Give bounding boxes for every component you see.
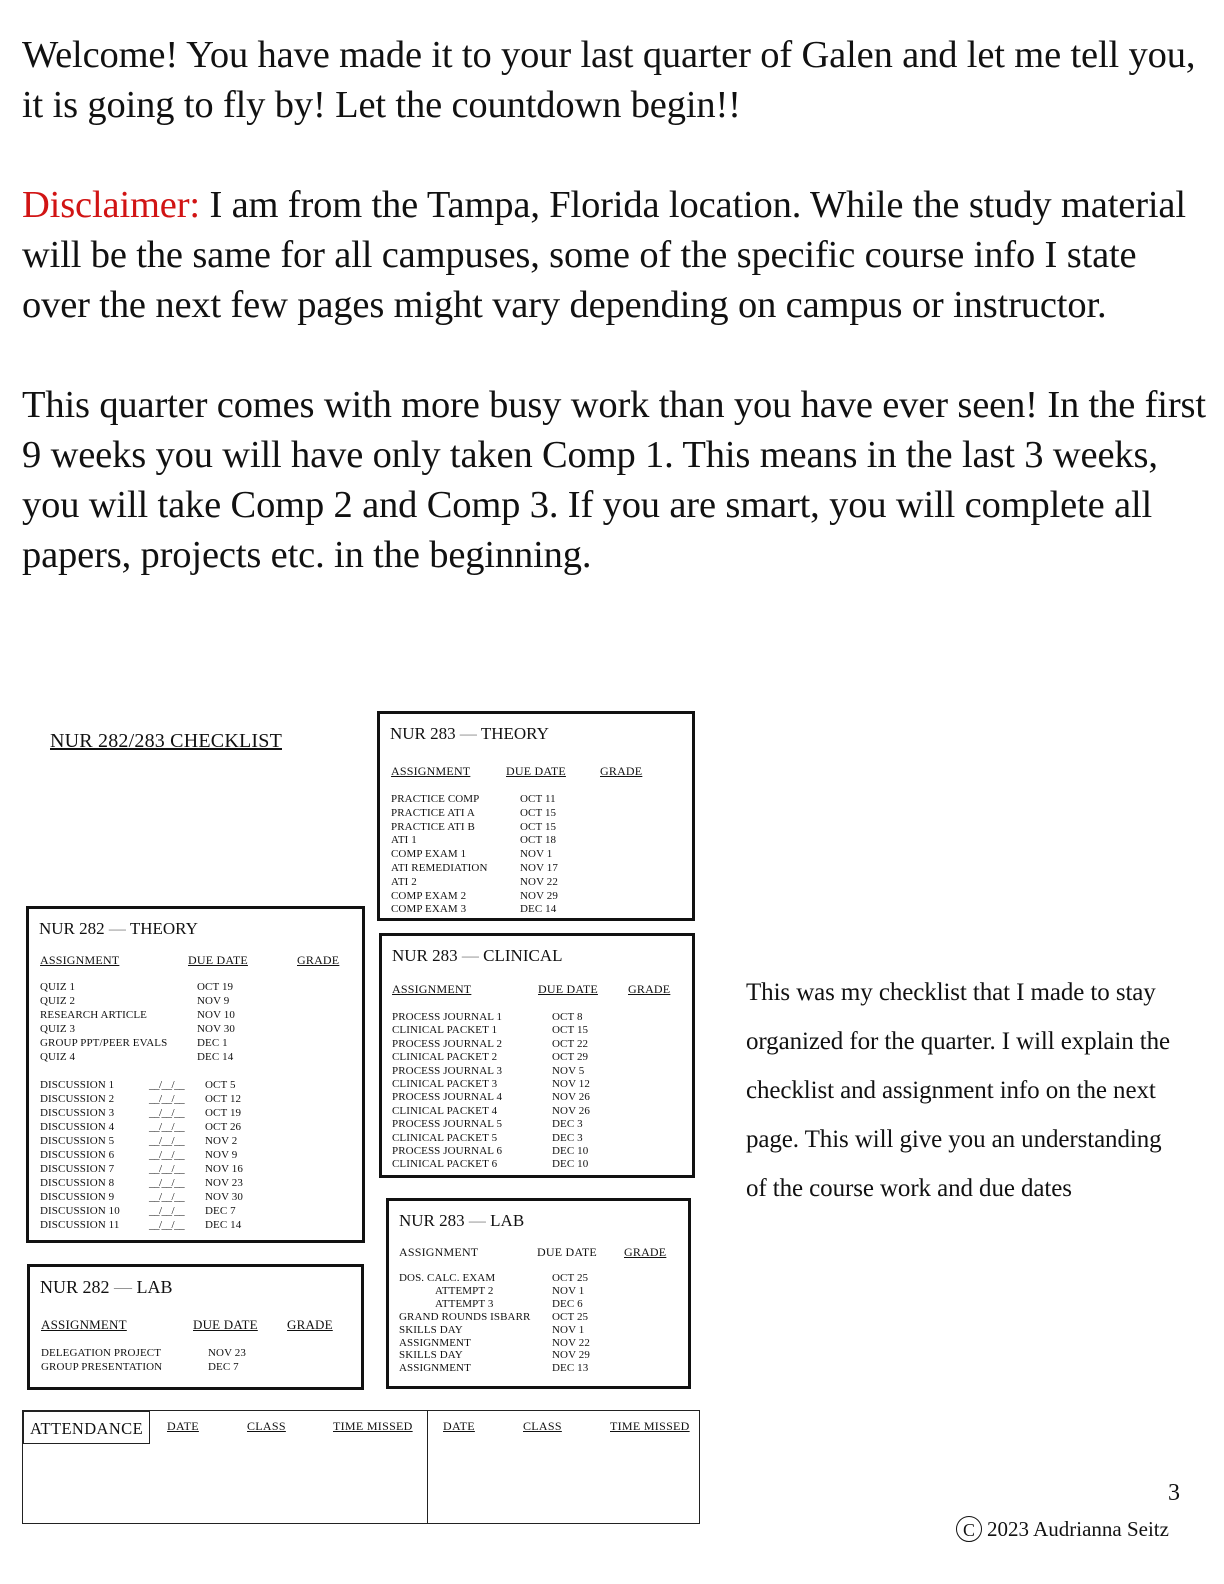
due-date: OCT 25 [552, 1310, 589, 1323]
assignment-name: DISCUSSION 2 [40, 1093, 115, 1105]
table-row [392, 1038, 686, 1051]
assignment-name: ATTEMPT 2 [435, 1284, 494, 1297]
due-date: NOV 23 [208, 1347, 246, 1359]
due-date: OCT 8 [552, 1011, 583, 1023]
copyright [956, 1516, 1169, 1542]
attendance-col-class-1: CLASS [247, 1419, 286, 1433]
section-name: LAB [136, 1277, 173, 1297]
due-date: NOV 29 [520, 889, 558, 902]
table-row [40, 1135, 356, 1149]
copyright-icon: C [956, 1516, 982, 1542]
table-row [40, 1079, 356, 1093]
table-row [40, 995, 356, 1009]
assignment-name: DISCUSSION 6 [40, 1149, 115, 1161]
completion-date-blank[interactable]: __/__/__ [149, 1219, 185, 1231]
due-date: DEC 7 [205, 1205, 236, 1217]
table-row [40, 1163, 356, 1177]
col-header-assignment: ASSIGNMENT [41, 1317, 127, 1332]
assignment-name: DISCUSSION 11 [40, 1219, 120, 1231]
table-row [40, 1149, 356, 1163]
table-row [399, 1337, 682, 1350]
table-row [392, 1078, 686, 1091]
nur283-theory-box [377, 711, 695, 921]
box-title [392, 946, 562, 966]
title-dash: — [457, 946, 484, 965]
assignment-name: DISCUSSION 5 [40, 1135, 115, 1147]
assignment-name: COMP EXAM 2 [391, 889, 467, 902]
assignment-name: ATI 2 [391, 875, 417, 888]
due-date: OCT 22 [552, 1037, 589, 1050]
assignment-name: QUIZ 3 [40, 1023, 76, 1035]
nur283-lab-box [386, 1198, 691, 1389]
due-date: DEC 13 [552, 1362, 589, 1375]
table-row [392, 1158, 686, 1171]
assignment-name: DISCUSSION 1 [40, 1079, 115, 1091]
table-row [391, 834, 686, 848]
completion-date-blank[interactable]: __/__/__ [149, 1121, 185, 1133]
table-row [41, 1347, 355, 1361]
assignment-name: PROCESS JOURNAL 2 [392, 1037, 503, 1050]
table-row [41, 1361, 355, 1375]
course-code: NUR 282 [39, 919, 105, 938]
attendance-col-time-1: TIME MISSED [333, 1419, 413, 1433]
completion-date-blank[interactable]: __/__/__ [149, 1079, 185, 1091]
table-row [392, 1118, 686, 1131]
box-title [399, 1211, 524, 1231]
table-row [392, 1051, 686, 1064]
table-row [391, 876, 686, 890]
box-title [390, 724, 549, 744]
assignment-name: DISCUSSION 10 [40, 1205, 120, 1217]
due-date: NOV 23 [205, 1177, 243, 1189]
due-date: DEC 3 [552, 1118, 583, 1131]
assignment-name: PRACTICE ATI B [391, 820, 475, 833]
section-name: LAB [490, 1211, 525, 1230]
table-row [40, 1177, 356, 1191]
due-date: DEC 1 [197, 1037, 228, 1049]
completion-date-blank[interactable]: __/__/__ [149, 1177, 185, 1189]
assignment-name: SKILLS DAY [399, 1323, 463, 1336]
assignment-name: DELEGATION PROJECT [41, 1347, 162, 1359]
assignment-name: GROUP PRESENTATION [41, 1361, 163, 1373]
col-header-grade: GRADE [297, 953, 340, 967]
assignment-name: PRACTICE COMP [391, 793, 480, 805]
due-date: NOV 29 [552, 1349, 590, 1362]
completion-date-blank[interactable]: __/__/__ [149, 1135, 185, 1147]
nur283-clinical-box [379, 933, 695, 1178]
nur282-lab-box [27, 1264, 364, 1390]
assignment-name: PRACTICE ATI A [391, 806, 475, 819]
col-header-assignment: ASSIGNMENT [399, 1245, 479, 1259]
box-title [39, 919, 198, 939]
table-row [392, 1065, 686, 1078]
title-dash: — [464, 1211, 491, 1230]
table-row [40, 1219, 356, 1233]
assignment-name: ASSIGNMENT [399, 1336, 471, 1349]
due-date: NOV 2 [205, 1135, 238, 1147]
col-header-due-date: DUE DATE [538, 982, 598, 996]
due-date: NOV 1 [552, 1284, 585, 1297]
assignment-name: DISCUSSION 7 [40, 1163, 115, 1175]
table-row [40, 981, 356, 995]
attendance-col-time-2: TIME MISSED [610, 1419, 690, 1433]
due-date: NOV 9 [197, 995, 230, 1007]
attendance-divider [427, 1411, 428, 1523]
course-code: NUR 283 [399, 1211, 465, 1230]
intro-text [22, 30, 1207, 630]
attendance-label: ATTENDANCE [23, 1411, 150, 1444]
due-date: OCT 15 [520, 806, 557, 819]
assignment-name: ATI 1 [391, 834, 417, 847]
disclaimer-text: I am from the Tampa, Florida location. While the study material will be the same for all campuses, some of the specific course info I state over the next few pages might vary depending on campus or instructor. [22, 184, 1186, 326]
completion-date-blank[interactable]: __/__/__ [149, 1149, 185, 1161]
side-note: This was my checklist that I made to stay organized for the quarter. I will explain the checklist and assignment info on the next page. This will give you an understanding of the course work and due dates [746, 979, 1171, 1202]
due-date: NOV 10 [197, 1009, 235, 1021]
due-date: OCT 25 [552, 1272, 589, 1284]
due-date: OCT 5 [205, 1079, 236, 1091]
assignment-name: ASSIGNMENT [399, 1362, 471, 1375]
due-date: NOV 16 [205, 1163, 243, 1175]
due-date: DEC 7 [208, 1361, 239, 1373]
due-date: DEC 14 [205, 1219, 242, 1231]
col-header-due-date: DUE DATE [193, 1317, 258, 1332]
assignment-name: CLINICAL PACKET 4 [392, 1104, 498, 1117]
table-row [392, 1024, 686, 1037]
due-date: OCT 11 [520, 793, 556, 805]
attendance-col-date-2: DATE [443, 1419, 475, 1433]
table-row [392, 1091, 686, 1104]
due-date: OCT 26 [205, 1121, 242, 1133]
assignment-name: PROCESS JOURNAL 5 [392, 1118, 503, 1131]
due-date: OCT 29 [552, 1051, 589, 1064]
assignment-name: QUIZ 2 [40, 995, 76, 1007]
due-date: OCT 15 [520, 820, 557, 833]
intro-paragraph-busy-work: This quarter comes with more busy work than you have ever seen! In the first 9 weeks you will have only taken Comp 1. This means in the last 3 weeks, you will take Comp 2 and Comp 3. If you are smart, you will complete all papers, projects etc. in the beginning. [22, 384, 1206, 576]
table-row [40, 1093, 356, 1107]
attendance-col-date-1: DATE [167, 1419, 199, 1433]
course-code: NUR 282 [40, 1277, 110, 1297]
table-row [40, 1037, 356, 1051]
assignment-name: PROCESS JOURNAL 6 [392, 1145, 503, 1157]
assignment-name: DISCUSSION 4 [40, 1121, 115, 1133]
table-row [399, 1311, 682, 1324]
intro-paragraph-disclaimer [22, 180, 1207, 330]
assignment-name: QUIZ 4 [40, 1051, 76, 1063]
table-row [391, 862, 686, 876]
table-row [40, 1107, 356, 1121]
assignment-name: COMP EXAM 1 [391, 848, 467, 861]
assignment-name: DISCUSSION 9 [40, 1191, 115, 1203]
table-row [391, 793, 686, 807]
disclaimer-label: Disclaimer: [22, 184, 200, 226]
attendance-col-class-2: CLASS [523, 1419, 562, 1433]
table-row [40, 1205, 356, 1219]
assignment-name: PROCESS JOURNAL 3 [392, 1064, 503, 1077]
due-date: NOV 9 [205, 1149, 238, 1161]
assignment-name: ATTEMPT 3 [435, 1297, 494, 1310]
assignment-name: COMP EXAM 3 [391, 903, 467, 916]
due-date: OCT 18 [520, 834, 557, 847]
table-row [399, 1324, 682, 1337]
due-date: NOV 5 [552, 1064, 585, 1077]
due-date: NOV 1 [552, 1323, 585, 1336]
table-row [391, 848, 686, 862]
due-date: NOV 30 [205, 1191, 243, 1203]
due-date: NOV 30 [197, 1023, 235, 1035]
assignment-name: SKILLS DAY [399, 1349, 463, 1362]
assignment-name: QUIZ 1 [40, 981, 76, 993]
assignment-name: CLINICAL PACKET 3 [392, 1078, 498, 1090]
table-row [40, 1023, 356, 1037]
assignment-name: GROUP PPT/PEER EVALS [40, 1037, 168, 1049]
col-header-assignment: ASSIGNMENT [392, 982, 472, 996]
title-dash: — [109, 1277, 137, 1297]
assignment-name: DOS. CALC. EXAM [399, 1272, 496, 1284]
table-row [392, 1132, 686, 1145]
table-row [399, 1362, 682, 1375]
due-date: DEC 3 [552, 1131, 583, 1144]
course-code: NUR 283 [392, 946, 458, 965]
table-row [391, 807, 686, 821]
due-date: NOV 22 [552, 1336, 590, 1349]
copyright-text: 2023 Audrianna Seitz [987, 1516, 1169, 1541]
section-name: CLINICAL [483, 946, 563, 965]
due-date: DEC 10 [552, 1158, 589, 1171]
intro-paragraph-welcome: Welcome! You have made it to your last quarter of Galen and let me tell you, it is going to fly by! Let the countdown begin!! [22, 34, 1196, 126]
due-date: NOV 17 [520, 862, 558, 874]
assignment-name: PROCESS JOURNAL 4 [392, 1091, 503, 1104]
col-header-grade: GRADE [628, 982, 671, 996]
section-name: THEORY [480, 724, 549, 743]
assignment-name: ATI REMEDIATION [391, 862, 488, 874]
assignment-name: CLINICAL PACKET 1 [392, 1024, 498, 1037]
completion-date-blank[interactable]: __/__/__ [149, 1107, 185, 1119]
col-header-grade: GRADE [287, 1317, 333, 1332]
attendance-table [22, 1410, 700, 1524]
table-row [40, 1121, 356, 1135]
table-row [391, 903, 686, 917]
due-date: OCT 19 [197, 981, 234, 993]
table-row [391, 890, 686, 904]
nur282-theory-box [26, 906, 365, 1243]
table-row [399, 1285, 682, 1298]
completion-date-blank[interactable]: __/__/__ [149, 1093, 185, 1105]
completion-date-blank[interactable]: __/__/__ [149, 1163, 185, 1175]
due-date: NOV 1 [520, 848, 553, 861]
due-date: DEC 6 [552, 1297, 583, 1310]
due-date: NOV 26 [552, 1091, 590, 1104]
table-row [399, 1298, 682, 1311]
assignment-name: DISCUSSION 8 [40, 1177, 115, 1189]
due-date: OCT 15 [552, 1024, 589, 1037]
title-dash: — [455, 724, 481, 743]
checklist-title: NUR 282/283 CHECKLIST [50, 730, 282, 752]
due-date: OCT 12 [205, 1093, 242, 1105]
assignment-name: RESEARCH ARTICLE [40, 1009, 147, 1021]
course-code: NUR 283 [390, 724, 456, 743]
due-date: NOV 26 [552, 1104, 590, 1117]
due-date: OCT 19 [205, 1107, 242, 1119]
col-header-due-date: DUE DATE [506, 764, 566, 778]
col-header-grade: GRADE [624, 1245, 667, 1259]
due-date: NOV 22 [520, 875, 558, 888]
assignment-name: DISCUSSION 3 [40, 1107, 115, 1119]
completion-date-blank[interactable]: __/__/__ [149, 1191, 185, 1203]
table-row [399, 1272, 682, 1285]
col-header-assignment: ASSIGNMENT [391, 764, 471, 778]
title-dash: — [104, 919, 130, 938]
box-title [40, 1277, 173, 1298]
assignment-name: CLINICAL PACKET 5 [392, 1131, 498, 1144]
due-date: NOV 12 [552, 1078, 590, 1090]
col-header-assignment: ASSIGNMENT [40, 953, 120, 967]
table-row [40, 1009, 356, 1023]
table-row [399, 1349, 682, 1362]
col-header-due-date: DUE DATE [537, 1245, 597, 1259]
assignment-name: GRAND ROUNDS ISBARR [399, 1310, 531, 1323]
assignment-name: PROCESS JOURNAL 1 [392, 1011, 503, 1023]
col-header-grade: GRADE [600, 764, 643, 778]
table-row [391, 821, 686, 835]
table-row [392, 1145, 686, 1158]
due-date: DEC 10 [552, 1145, 589, 1157]
col-header-due-date: DUE DATE [188, 953, 248, 967]
table-row [40, 1051, 356, 1065]
assignment-name: CLINICAL PACKET 2 [392, 1051, 498, 1064]
due-date: DEC 14 [520, 903, 557, 916]
assignment-name: CLINICAL PACKET 6 [392, 1158, 498, 1171]
section-name: THEORY [129, 919, 198, 938]
due-date: DEC 14 [197, 1051, 234, 1063]
table-row [392, 1105, 686, 1118]
table-row [40, 1191, 356, 1205]
completion-date-blank[interactable]: __/__/__ [149, 1205, 185, 1217]
page-number: 3 [1168, 1480, 1180, 1506]
table-row [392, 1011, 686, 1024]
